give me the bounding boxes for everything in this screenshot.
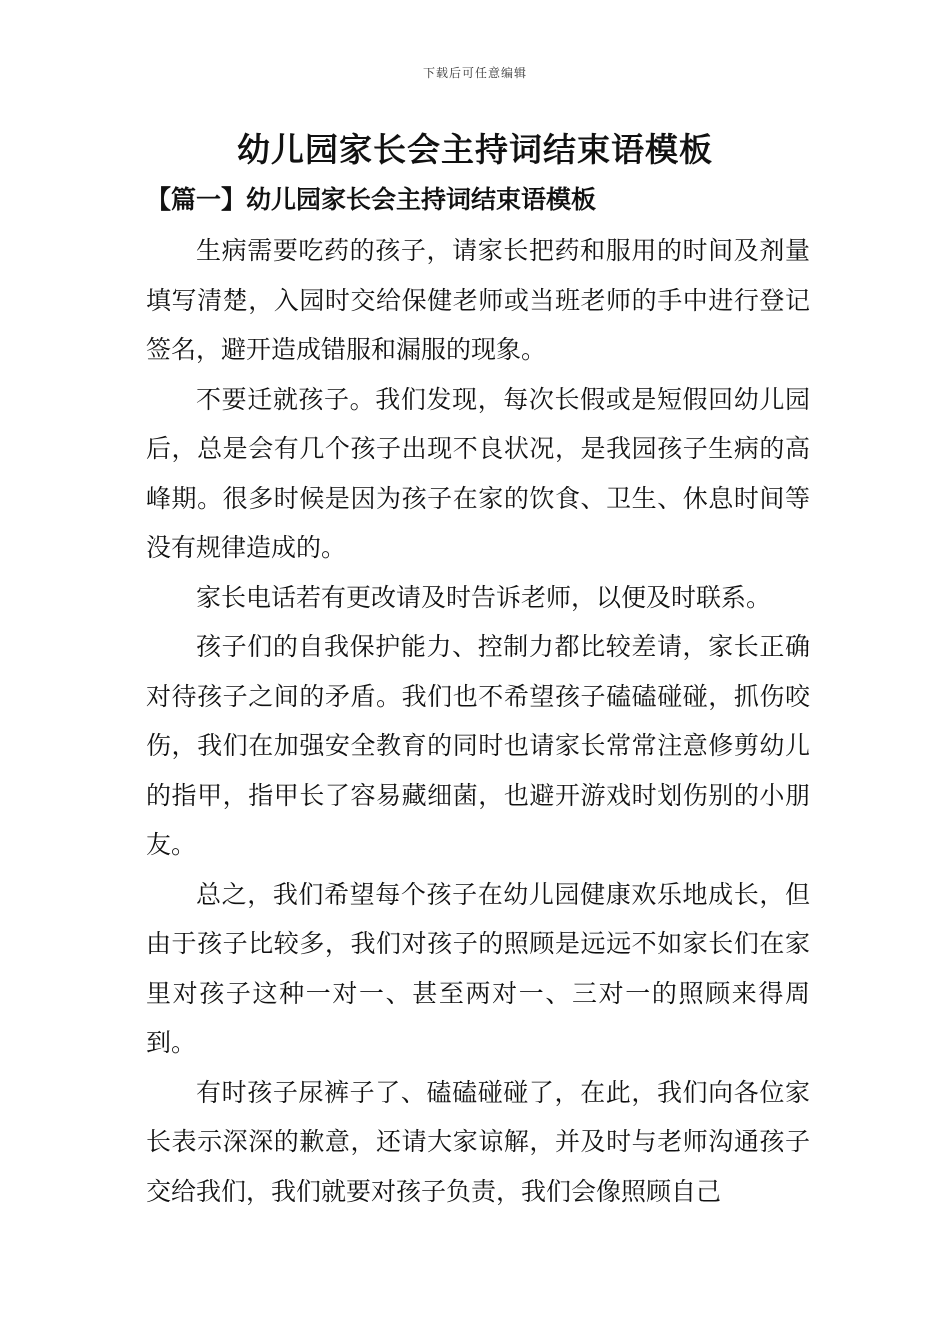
paragraph-medication: 生病需要吃药的孩子，请家长把药和服用的时间及剂量填写清楚，入园时交给保健老师或当班老师的手中进行登记签名，避开造成错服和漏服的现象。 [146,236,810,364]
paragraph-indulgence: 不要迁就孩子。我们发现，每次长假或是短假回幼儿园后，总是会有几个孩子出现不良状况，是我园孩子生病的高峰期。很多时候是因为孩子在家的饮食、卫生、休息时间等没有规律造成的。 [146,384,810,562]
paragraph-conclusion: 总之，我们希望每个孩子在幼儿园健康欢乐地成长，但由于孩子比较多，我们对孩子的照顾是远远不如家长们在家里对孩子这种一对一、甚至两对一、三对一的照顾来得周到。 [146,879,810,1057]
section-heading: 【篇一】幼儿园家长会主持词结束语模板 [146,185,597,214]
header-note: 下载后可任意编辑 [422,66,527,80]
paragraph-phone-change: 家长电话若有更改请及时告诉老师，以便及时联系。 [196,582,772,612]
document-body [146,226,810,1216]
paragraph-self-protection: 孩子们的自我保护能力、控制力都比较差请，家长正确对待孩子之间的矛盾。我们也不希望孩子磕磕碰碰，抓伤咬伤，我们在加强安全教育的同时也请家长常常注意修剪幼儿的指甲，指甲长了容易藏细菌，也避开游戏时划伤别的小朋友。 [146,632,810,859]
document-title: 幼儿园家长会主持词结束语模板 [237,130,713,169]
paragraph-apology: 有时孩子尿裤子了、磕磕碰碰了，在此，我们向各位家长表示深深的歉意，还请大家谅解，并及时与老师沟通孩子交给我们，我们就要对孩子负责，我们会像照顾自己 [146,1077,810,1206]
